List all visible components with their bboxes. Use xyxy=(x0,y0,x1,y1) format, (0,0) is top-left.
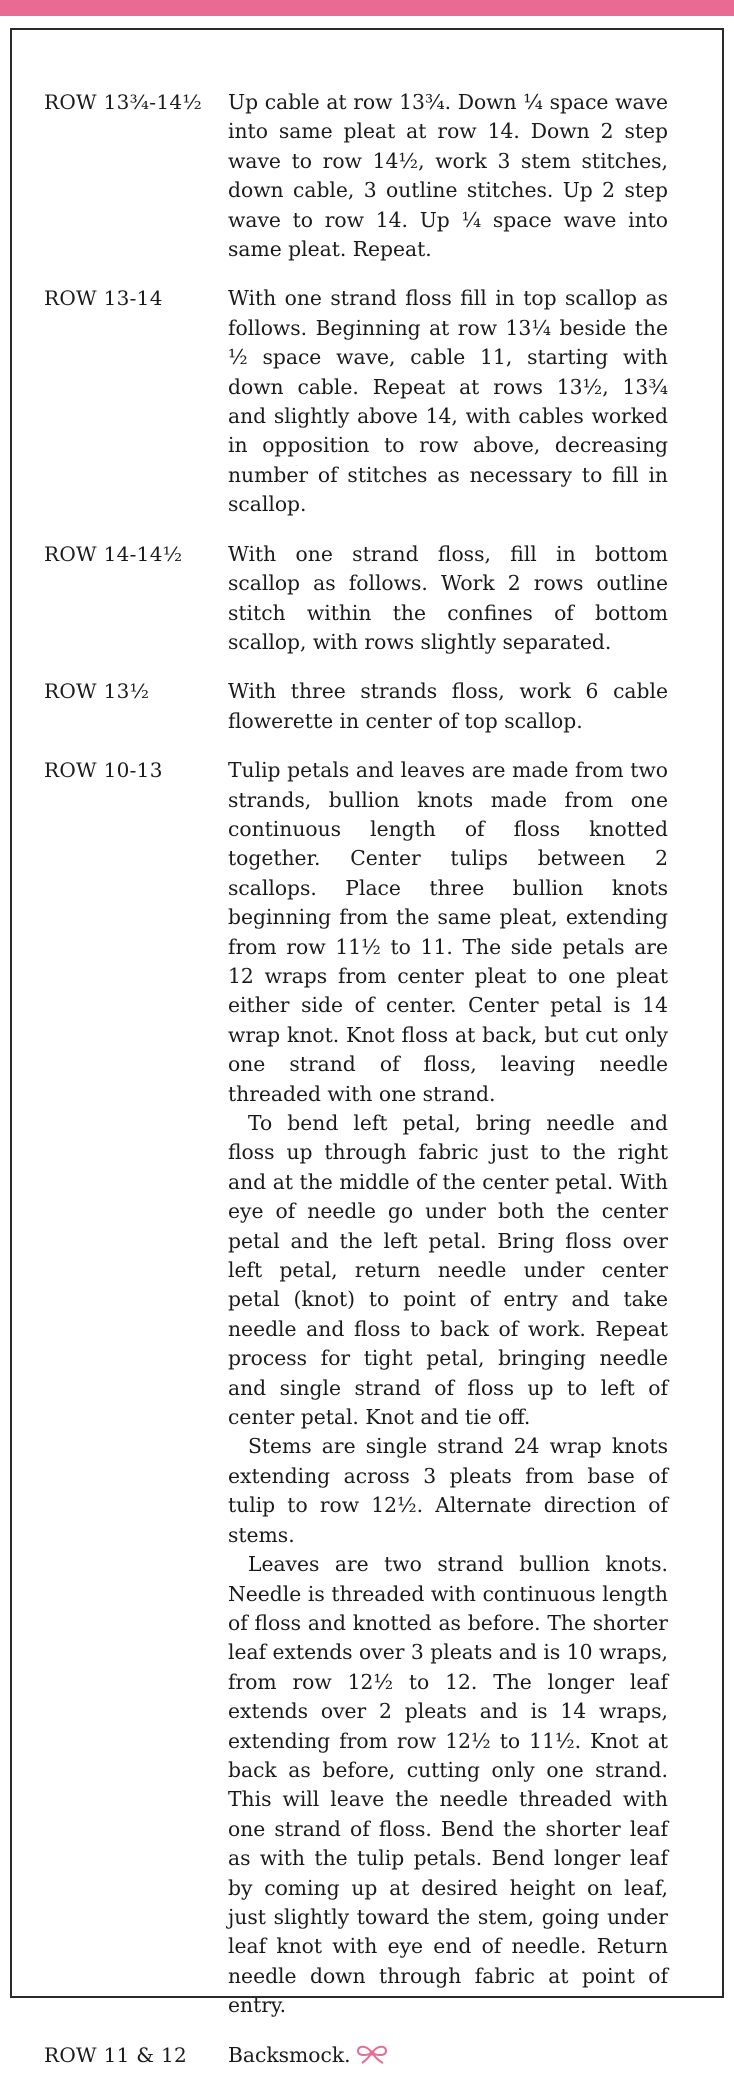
instruction-row xyxy=(0,284,734,519)
instruction-row xyxy=(0,756,734,2020)
row-label: ROW 14-14½ xyxy=(44,541,183,566)
paragraph: Tulip petals and leaves are made from two strands, bullion knots made from one continuous length of floss knotted together. Center tulips between 2 scallops. Place three bullion knots beginning from the same pleat, extending from row 11½ to 11. The side petals are 12 wraps from center pleat to one pleat either side of center. Center petal is 14 wrap knot. Knot floss at back, but cut only one strand of floss, leaving needle threaded with one strand. xyxy=(228,758,668,1106)
row-instructions xyxy=(228,677,668,736)
row-label: ROW 13¾-14½ xyxy=(44,90,203,114)
paragraph: With three strands floss, work 6 cable flowerette in center of top scallop. xyxy=(228,679,668,733)
paragraph-wrap xyxy=(228,2041,668,2073)
paragraph: With one strand floss fill in top scallop as follows. Beginning at row 13¼ beside the ½ space wave, cable 11, starting with down cable. Repeat at rows 13½, 13¾ and slightly above 14, with cables worked in opposition to row above, decreasing number of stitches as necessary to fill in scallop. xyxy=(228,286,668,517)
row-label: ROW 11 & 12 xyxy=(44,2042,188,2067)
instruction-row xyxy=(0,677,734,736)
row-instructions xyxy=(228,756,668,2020)
row-instructions xyxy=(228,88,668,264)
paragraph: Up cable at row 13¾. Down ¼ space wave into same pleat at row 14. Down 2 step wave to row 14½, work 3 stem stitches, down cable, 3 outline stitches. Up 2 step wave to row 14. Up ¼ space wave into same pleat. Repeat. xyxy=(228,90,668,262)
top-color-band xyxy=(0,0,734,16)
row-label: ROW 13-14 xyxy=(44,286,163,311)
paragraph: With one strand floss, fill in bottom scallop as follows. Work 2 rows outline stitch within the confines of bottom scallop, with rows slightly separated. xyxy=(228,541,668,654)
row-instructions xyxy=(228,2041,668,2073)
instructions-list xyxy=(0,88,734,2073)
row-instructions xyxy=(228,540,668,658)
bow-icon xyxy=(355,2043,389,2073)
row-label: ROW 13½ xyxy=(44,679,150,704)
row-instructions xyxy=(228,284,668,519)
row-label: ROW 10-13 xyxy=(44,758,163,783)
instruction-row xyxy=(0,2041,734,2073)
paragraph: To bend left petal, bring needle and floss up through fabric just to the right and at the middle of the center petal. With eye of needle go under both the center petal and the left petal. Bring floss over left petal, return needle under center petal (knot) to point of entry and take needle and floss to back of work. Repeat process for tight petal, bringing needle and single strand of floss up to left of center petal. Knot and tie off. xyxy=(228,1111,668,1430)
paragraph: Backsmock. xyxy=(228,2042,351,2067)
paragraph: Stems are single strand 24 wrap knots extending across 3 pleats from base of tulip to row 12½. Alternate direction of stems. xyxy=(228,1434,668,1547)
paragraph: Leaves are two strand bullion knots. Needle is threaded with continuous length of floss and knotted as before. The shorter leaf extends over 3 pleats and is 10 wraps, from row 12½ to 12. The longer leaf extends over 2 pleats and is 14 wraps, extending from row 12½ to 11½. Knot at back as before, cutting only one strand. This will leave the needle threaded with one strand of floss. Bend the shorter leaf as with the tulip petals. Bend longer leaf by coming up at desired height on leaf, just slightly toward the stem, going under leaf knot with eye end of needle. Return needle down through fabric at point of entry. xyxy=(228,1552,668,2018)
instruction-row xyxy=(0,88,734,264)
instruction-row xyxy=(0,540,734,658)
